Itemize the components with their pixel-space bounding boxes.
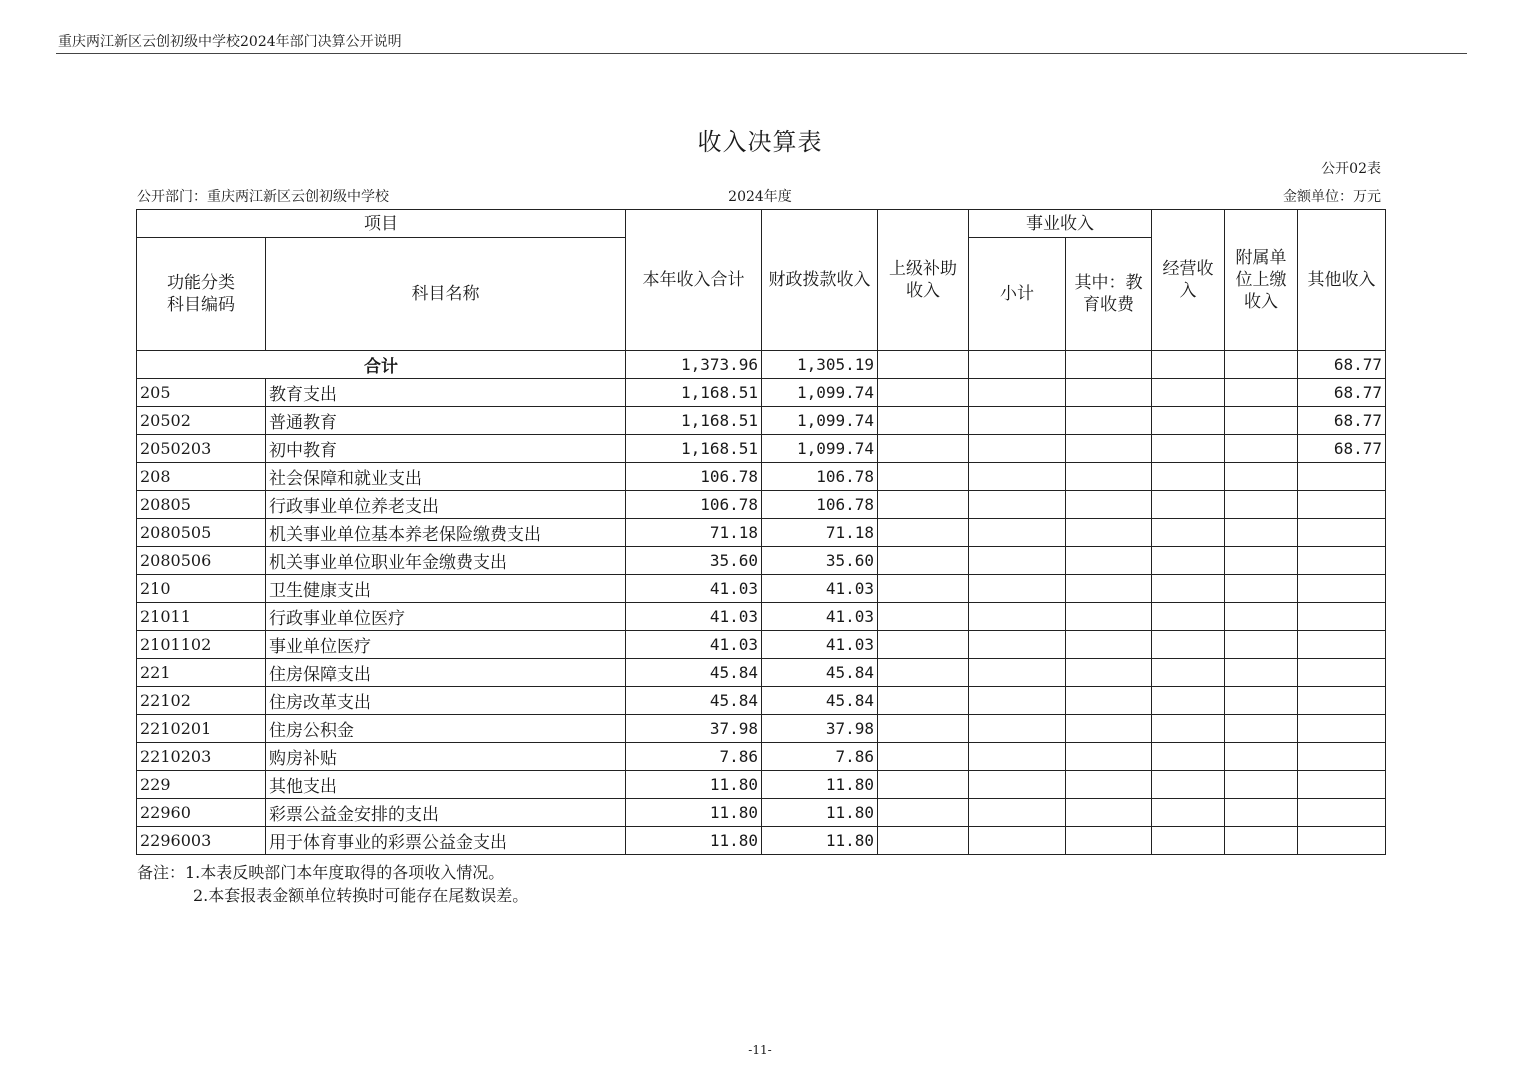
header-fiscal-appropriation: 财政拨款收入 xyxy=(762,210,878,351)
affiliated-cell xyxy=(1225,547,1298,575)
education-fee-cell xyxy=(1066,519,1152,547)
code-cell: 20502 xyxy=(137,407,266,435)
education-fee-cell xyxy=(1066,491,1152,519)
total-affiliated-cell xyxy=(1225,351,1298,379)
other-cell xyxy=(1298,463,1386,491)
fiscal-cell: 106.78 xyxy=(762,491,878,519)
education-fee-cell xyxy=(1066,435,1152,463)
operating-cell xyxy=(1152,491,1225,519)
affiliated-cell xyxy=(1225,603,1298,631)
other-cell xyxy=(1298,603,1386,631)
total-operating-cell xyxy=(1152,351,1225,379)
education-fee-cell xyxy=(1066,631,1152,659)
superior-cell xyxy=(878,799,969,827)
header-total-income: 本年收入合计 xyxy=(626,210,762,351)
fiscal-cell: 41.03 xyxy=(762,631,878,659)
subtotal-cell xyxy=(969,827,1066,855)
total-fiscal-cell: 1,305.19 xyxy=(762,351,878,379)
superior-cell xyxy=(878,575,969,603)
income-total-cell: 45.84 xyxy=(626,687,762,715)
amount-unit-label: 金额单位：万元 xyxy=(1283,189,1381,205)
affiliated-cell xyxy=(1225,407,1298,435)
fiscal-cell: 41.03 xyxy=(762,603,878,631)
operating-cell xyxy=(1152,687,1225,715)
table-row xyxy=(137,771,1386,799)
other-cell xyxy=(1298,715,1386,743)
code-cell: 22960 xyxy=(137,799,266,827)
fiscal-cell: 106.78 xyxy=(762,463,878,491)
income-total-cell: 1,168.51 xyxy=(626,435,762,463)
affiliated-cell xyxy=(1225,743,1298,771)
code-cell: 2080505 xyxy=(137,519,266,547)
education-fee-cell xyxy=(1066,575,1152,603)
affiliated-cell xyxy=(1225,631,1298,659)
subtotal-cell xyxy=(969,743,1066,771)
total-label: 合计 xyxy=(137,351,626,379)
other-cell xyxy=(1298,771,1386,799)
subtotal-cell xyxy=(969,631,1066,659)
table-row xyxy=(137,827,1386,855)
total-education-fee-cell xyxy=(1066,351,1152,379)
education-fee-cell xyxy=(1066,659,1152,687)
header-affiliated-income: 附属单位上缴收入 xyxy=(1225,210,1298,351)
total-other-cell: 68.77 xyxy=(1298,351,1386,379)
income-total-cell: 7.86 xyxy=(626,743,762,771)
name-cell: 卫生健康支出 xyxy=(266,575,626,603)
other-cell: 68.77 xyxy=(1298,407,1386,435)
total-income-cell: 1,373.96 xyxy=(626,351,762,379)
income-total-cell: 37.98 xyxy=(626,715,762,743)
table-row xyxy=(137,491,1386,519)
table-row xyxy=(137,547,1386,575)
table-body xyxy=(137,351,1386,855)
income-total-cell: 41.03 xyxy=(626,603,762,631)
education-fee-cell xyxy=(1066,687,1152,715)
affiliated-cell xyxy=(1225,771,1298,799)
subtotal-cell xyxy=(969,659,1066,687)
subtotal-cell xyxy=(969,379,1066,407)
code-cell: 2296003 xyxy=(137,827,266,855)
superior-cell xyxy=(878,435,969,463)
superior-cell xyxy=(878,743,969,771)
subtotal-cell xyxy=(969,687,1066,715)
affiliated-cell xyxy=(1225,463,1298,491)
other-cell xyxy=(1298,491,1386,519)
other-cell: 68.77 xyxy=(1298,379,1386,407)
name-cell: 其他支出 xyxy=(266,771,626,799)
code-cell: 21011 xyxy=(137,603,266,631)
affiliated-cell xyxy=(1225,715,1298,743)
fiscal-cell: 11.80 xyxy=(762,771,878,799)
affiliated-cell xyxy=(1225,519,1298,547)
income-total-cell: 11.80 xyxy=(626,799,762,827)
other-cell xyxy=(1298,743,1386,771)
superior-cell xyxy=(878,603,969,631)
header-operating-income: 经营收入 xyxy=(1152,210,1225,351)
operating-cell xyxy=(1152,659,1225,687)
education-fee-cell xyxy=(1066,771,1152,799)
affiliated-cell xyxy=(1225,827,1298,855)
subtotal-cell xyxy=(969,799,1066,827)
income-total-cell: 1,168.51 xyxy=(626,407,762,435)
fiscal-cell: 1,099.74 xyxy=(762,435,878,463)
fiscal-cell: 11.80 xyxy=(762,827,878,855)
operating-cell xyxy=(1152,743,1225,771)
table-row xyxy=(137,743,1386,771)
code-cell: 2210203 xyxy=(137,743,266,771)
superior-cell xyxy=(878,463,969,491)
table-row xyxy=(137,715,1386,743)
other-cell xyxy=(1298,659,1386,687)
superior-cell xyxy=(878,827,969,855)
education-fee-cell xyxy=(1066,799,1152,827)
other-cell xyxy=(1298,827,1386,855)
education-fee-cell xyxy=(1066,715,1152,743)
table-row xyxy=(137,519,1386,547)
code-cell: 229 xyxy=(137,771,266,799)
operating-cell xyxy=(1152,715,1225,743)
operating-cell xyxy=(1152,631,1225,659)
name-cell: 行政事业单位养老支出 xyxy=(266,491,626,519)
superior-cell xyxy=(878,687,969,715)
affiliated-cell xyxy=(1225,379,1298,407)
header-business-subtotal: 小计 xyxy=(969,238,1066,351)
income-total-cell: 106.78 xyxy=(626,463,762,491)
education-fee-cell xyxy=(1066,547,1152,575)
subtotal-cell xyxy=(969,547,1066,575)
name-cell: 事业单位医疗 xyxy=(266,631,626,659)
other-cell xyxy=(1298,631,1386,659)
affiliated-cell xyxy=(1225,799,1298,827)
name-cell: 购房补贴 xyxy=(266,743,626,771)
name-cell: 机关事业单位基本养老保险缴费支出 xyxy=(266,519,626,547)
income-total-cell: 35.60 xyxy=(626,547,762,575)
fiscal-cell: 11.80 xyxy=(762,799,878,827)
other-cell xyxy=(1298,547,1386,575)
code-cell: 2080506 xyxy=(137,547,266,575)
fiscal-cell: 45.84 xyxy=(762,687,878,715)
operating-cell xyxy=(1152,547,1225,575)
other-cell xyxy=(1298,799,1386,827)
fiscal-cell: 7.86 xyxy=(762,743,878,771)
other-cell xyxy=(1298,575,1386,603)
header-other-income: 其他收入 xyxy=(1298,210,1386,351)
income-total-cell: 41.03 xyxy=(626,631,762,659)
header-business-income: 事业收入 xyxy=(969,210,1152,238)
header-superior-subsidy: 上级补助收入 xyxy=(878,210,969,351)
income-total-cell: 11.80 xyxy=(626,771,762,799)
code-cell: 208 xyxy=(137,463,266,491)
income-total-cell: 106.78 xyxy=(626,491,762,519)
name-cell: 社会保障和就业支出 xyxy=(266,463,626,491)
table-row xyxy=(137,603,1386,631)
name-cell: 机关事业单位职业年金缴费支出 xyxy=(266,547,626,575)
table-row xyxy=(137,631,1386,659)
subtotal-cell xyxy=(969,575,1066,603)
affiliated-cell xyxy=(1225,491,1298,519)
fiscal-cell: 71.18 xyxy=(762,519,878,547)
name-cell: 普通教育 xyxy=(266,407,626,435)
superior-cell xyxy=(878,547,969,575)
fiscal-year-label: 2024年度 xyxy=(728,189,792,205)
subtotal-cell xyxy=(969,435,1066,463)
subtotal-cell xyxy=(969,715,1066,743)
header-project: 项目 xyxy=(137,210,626,238)
operating-cell xyxy=(1152,771,1225,799)
table-title: 收入决算表 xyxy=(697,128,823,156)
code-cell: 205 xyxy=(137,379,266,407)
note-2: 2.本套报表金额单位转换时可能存在尾数误差。 xyxy=(193,886,529,905)
income-total-cell: 41.03 xyxy=(626,575,762,603)
name-cell: 彩票公益金安排的支出 xyxy=(266,799,626,827)
subtotal-cell xyxy=(969,771,1066,799)
total-subtotal-cell xyxy=(969,351,1066,379)
operating-cell xyxy=(1152,463,1225,491)
affiliated-cell xyxy=(1225,435,1298,463)
education-fee-cell xyxy=(1066,603,1152,631)
table-row xyxy=(137,687,1386,715)
subtotal-cell xyxy=(969,603,1066,631)
table-row xyxy=(137,435,1386,463)
affiliated-cell xyxy=(1225,687,1298,715)
code-cell: 20805 xyxy=(137,491,266,519)
notes xyxy=(137,861,528,907)
name-cell: 住房改革支出 xyxy=(266,687,626,715)
superior-cell xyxy=(878,631,969,659)
code-cell: 2050203 xyxy=(137,435,266,463)
code-cell: 2210201 xyxy=(137,715,266,743)
name-cell: 住房保障支出 xyxy=(266,659,626,687)
fiscal-cell: 35.60 xyxy=(762,547,878,575)
education-fee-cell xyxy=(1066,743,1152,771)
income-total-cell: 11.80 xyxy=(626,827,762,855)
total-superior-cell xyxy=(878,351,969,379)
code-cell: 2101102 xyxy=(137,631,266,659)
operating-cell xyxy=(1152,575,1225,603)
income-total-cell: 71.18 xyxy=(626,519,762,547)
income-total-cell: 45.84 xyxy=(626,659,762,687)
operating-cell xyxy=(1152,519,1225,547)
code-cell: 210 xyxy=(137,575,266,603)
operating-cell xyxy=(1152,435,1225,463)
education-fee-cell xyxy=(1066,463,1152,491)
income-table xyxy=(136,209,1386,855)
fiscal-cell: 1,099.74 xyxy=(762,407,878,435)
education-fee-cell xyxy=(1066,407,1152,435)
name-cell: 教育支出 xyxy=(266,379,626,407)
superior-cell xyxy=(878,519,969,547)
header-subject-name: 科目名称 xyxy=(266,238,626,351)
table-row xyxy=(137,659,1386,687)
affiliated-cell xyxy=(1225,659,1298,687)
fiscal-cell: 37.98 xyxy=(762,715,878,743)
form-number: 公开02表 xyxy=(1321,161,1381,177)
subtotal-cell xyxy=(969,407,1066,435)
page-number: -11- xyxy=(748,1043,772,1057)
education-fee-cell xyxy=(1066,827,1152,855)
fiscal-cell: 45.84 xyxy=(762,659,878,687)
operating-cell xyxy=(1152,827,1225,855)
other-cell xyxy=(1298,519,1386,547)
header-divider xyxy=(56,53,1467,54)
fiscal-cell: 1,099.74 xyxy=(762,379,878,407)
operating-cell xyxy=(1152,379,1225,407)
table-header xyxy=(137,210,1386,351)
total-row xyxy=(137,351,1386,379)
document-header-title: 重庆两江新区云创初级中学校2024年部门决算公开说明 xyxy=(58,34,402,50)
header-function-code-text: 功能分类科目编码 xyxy=(167,273,235,315)
income-total-cell: 1,168.51 xyxy=(626,379,762,407)
header-business-education-fee: 其中：教育收费 xyxy=(1066,238,1152,351)
other-cell: 68.77 xyxy=(1298,435,1386,463)
education-fee-cell xyxy=(1066,379,1152,407)
fiscal-cell: 41.03 xyxy=(762,575,878,603)
table-row xyxy=(137,379,1386,407)
subtotal-cell xyxy=(969,519,1066,547)
superior-cell xyxy=(878,771,969,799)
superior-cell xyxy=(878,407,969,435)
operating-cell xyxy=(1152,603,1225,631)
superior-cell xyxy=(878,491,969,519)
code-cell: 221 xyxy=(137,659,266,687)
other-cell xyxy=(1298,687,1386,715)
superior-cell xyxy=(878,379,969,407)
table-row xyxy=(137,799,1386,827)
note-1: 备注：1.本表反映部门本年度取得的各项收入情况。 xyxy=(137,863,505,882)
name-cell: 用于体育事业的彩票公益金支出 xyxy=(266,827,626,855)
affiliated-cell xyxy=(1225,575,1298,603)
superior-cell xyxy=(878,715,969,743)
table-row xyxy=(137,463,1386,491)
code-cell: 22102 xyxy=(137,687,266,715)
header-function-code xyxy=(137,238,266,351)
name-cell: 初中教育 xyxy=(266,435,626,463)
operating-cell xyxy=(1152,799,1225,827)
department-label: 公开部门：重庆两江新区云创初级中学校 xyxy=(137,189,389,205)
subtotal-cell xyxy=(969,491,1066,519)
operating-cell xyxy=(1152,407,1225,435)
table-row xyxy=(137,575,1386,603)
name-cell: 住房公积金 xyxy=(266,715,626,743)
name-cell: 行政事业单位医疗 xyxy=(266,603,626,631)
table-row xyxy=(137,407,1386,435)
subtotal-cell xyxy=(969,463,1066,491)
superior-cell xyxy=(878,659,969,687)
